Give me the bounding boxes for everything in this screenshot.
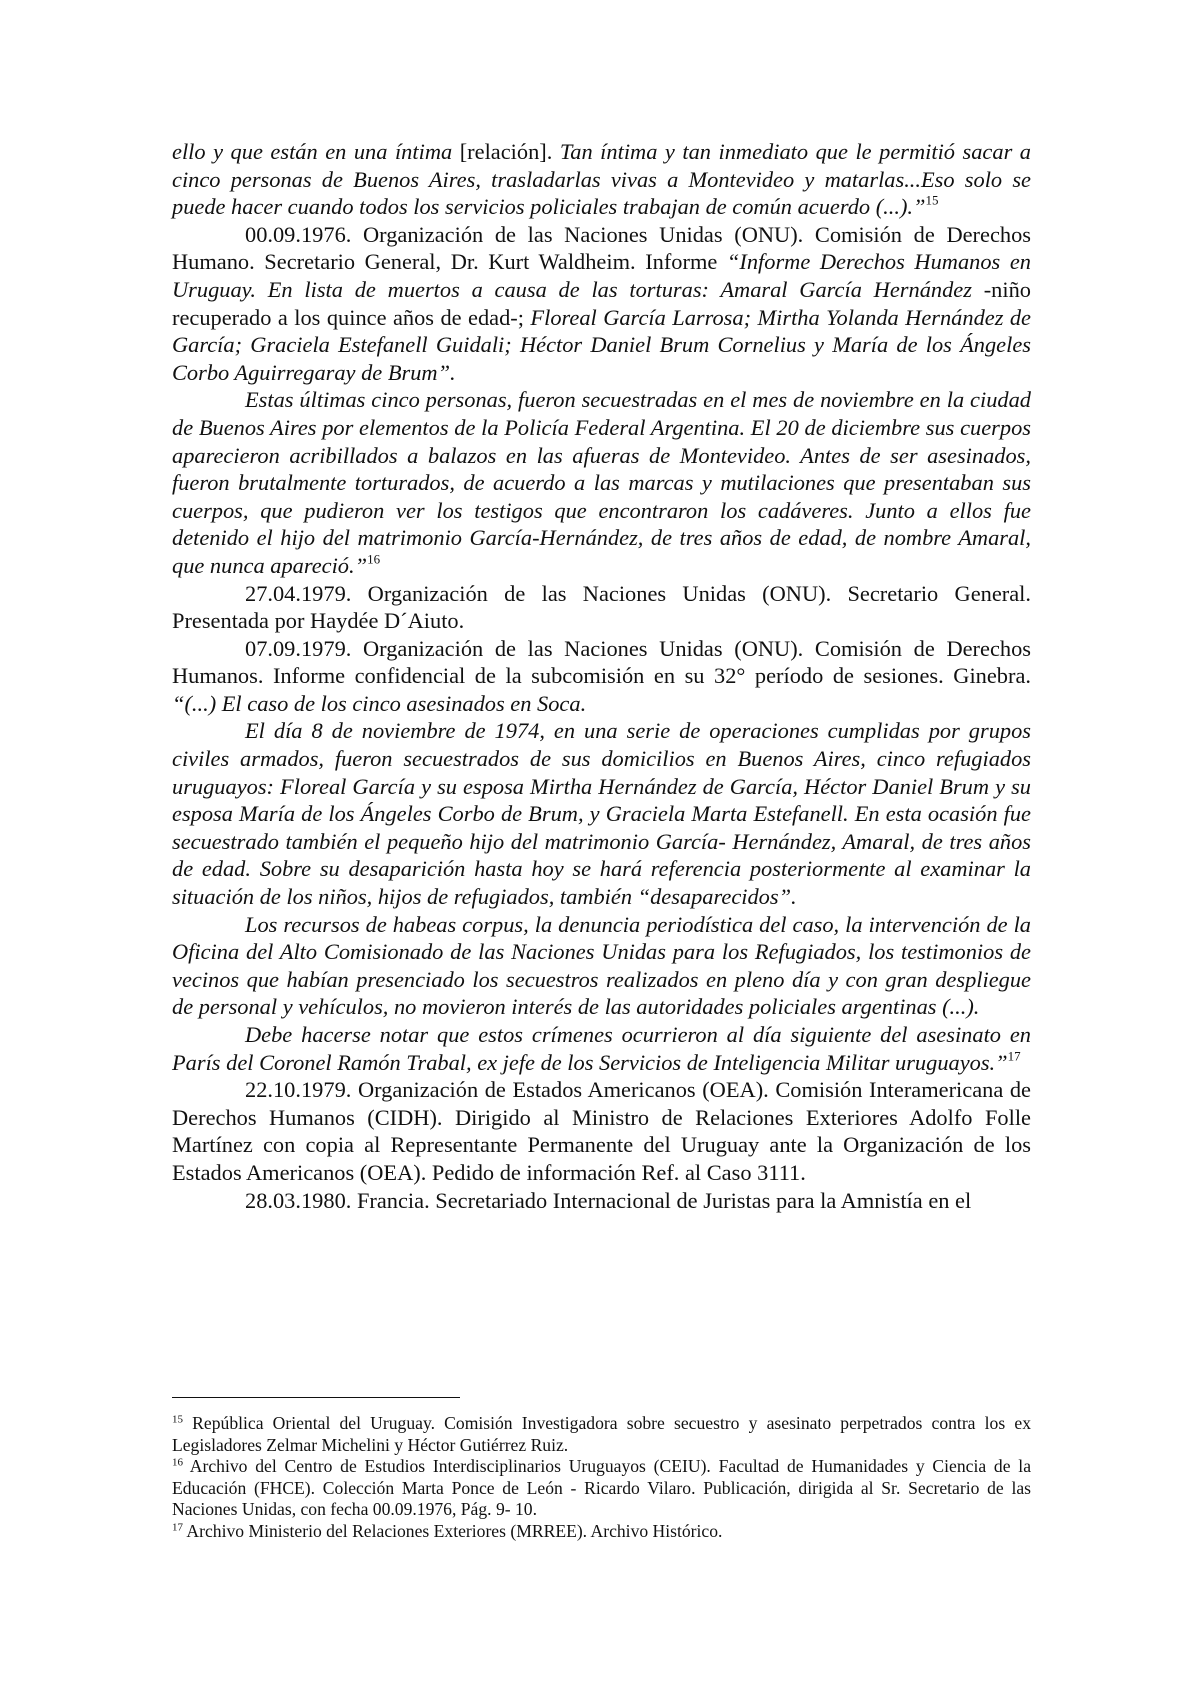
paragraph-4: 27.04.1979. Organización de las Naciones Unidas (ONU). Secretario General. Presentada por Haydée D´Aiuto. <box>172 580 1031 634</box>
footnote-number: 16 <box>172 1456 183 1469</box>
footnote-text: Archivo del Centro de Estudios Interdisciplinarios Uruguayos (CEIU). Facultad de Humanidades y Ciencia de la Educación (FHCE). Colección Marta Ponce de León - Ricardo Vilaro. Publicación, dirigida al Sr. Secretario de las Naciones Unidas, con fecha 00.09.1976, Pág. 9- 10. <box>172 1456 1031 1519</box>
quote-text: “Informe Derechos Humanos en Uruguay. En lista de muertos a causa de las torturas: Amaral García Hernández <box>172 249 1031 302</box>
paragraph-3 <box>172 386 1031 579</box>
entry-text: 07.09.1979. Organización de las Naciones Unidas (ONU). Comisión de Derechos Humanos. Informe confidencial de la subcomisión en su 32° período de sesiones. Ginebra. <box>172 635 1031 689</box>
footnote-text: República Oriental del Uruguay. Comisión Investigadora sobre secuestro y asesinato perpetrados contra los ex Legisladores Zelmar Michelini y Héctor Gutiérrez Ruiz. <box>172 1413 1031 1455</box>
quote-text: Estas últimas cinco personas, fueron secuestradas en el mes de noviembre en la ciudad de Buenos Aires por elementos de la Policía Federal Argentina. El 20 de diciembre sus cuerpos aparecieron acribillados a balazos en las afueras de Montevideo. Antes de ser asesinados, fueron brutalmente torturados, de acuerdo a las marcas y mutilaciones que presentaban sus cuerpos, que pudieron ver los testigos que encontraron los cadáveres. Junto a ellos fue detenido el hijo del matrimonio García-Hernández, de tres años de edad, de nombre Amaral, que nunca apareció.” <box>172 387 1031 578</box>
footnotes <box>172 1413 1031 1542</box>
quote-text: ello y que están en una íntima <box>172 139 460 164</box>
footnote-text: Archivo Ministerio del Relaciones Exteriores (MRREE). Archivo Histórico. <box>183 1520 723 1541</box>
footnote-ref-16[interactable]: 16 <box>367 551 381 567</box>
entry-text: -niño recuperado a los quince años de edad-; <box>172 276 1031 330</box>
paragraph-8 <box>172 1021 1031 1076</box>
quote-text: “(...) El caso de los cinco asesinados en Soca. <box>172 690 587 716</box>
quote-text: Tan íntima y tan inmediato que le permitió sacar a cinco personas de Buenos Aires, trasladarlas vivas a Montevideo y matarlas...Eso solo se puede hacer cuando todos los servicios policiales trabajan de común acuerdo (...).” <box>172 139 1032 220</box>
paragraph-5 <box>172 635 1031 718</box>
quote-text: Floreal García Larrosa; Mirtha Yolanda Hernández de García; Graciela Estefanell Guidali; Héctor Daniel Brum Cornelius y María de los Ángeles Corbo Aguirregaray de Brum”. <box>172 304 1031 385</box>
entry-text: 00.09.1976. Organización de las Naciones Unidas (ONU). Comisión de Derechos Humano. Secretario General, Dr. Kurt Waldheim. Informe <box>172 221 1031 275</box>
paragraph-9: 22.10.1979. Organización de Estados Americanos (OEA). Comisión Interamericana de Derechos Humanos (CIDH). Dirigido al Ministro de Relaciones Exteriores Adolfo Folle Martínez con copia al Representante Permanente del Uruguay ante la Organización de los Estados Americanos (OEA). Pedido de información Ref. al Caso 3111. <box>172 1077 1031 1185</box>
footnote-ref-15[interactable]: 15 <box>925 192 939 208</box>
footnote-16 <box>172 1456 1031 1521</box>
footnote-15 <box>172 1413 1031 1456</box>
footnote-number: 17 <box>172 1520 183 1533</box>
quote-text: Debe hacerse notar que estos crímenes ocurrieron al día siguiente del asesinato en París del Coronel Ramón Trabal, ex jefe de los Servicios de Inteligencia Militar uruguayos.” <box>172 1022 1031 1075</box>
paragraph-10: 28.03.1980. Francia. Secretariado Internacional de Juristas para la Amnistía en el <box>245 1187 972 1213</box>
quote-text: Los recursos de habeas corpus, la denuncia periodística del caso, la intervención de la Oficina del Alto Comisionado de las Naciones Unidas para los Refugiados, los testimonios de vecinos que habían presenciado los secuestros realizados en pleno día y con gran despliegue de personal y vehículos, no movieron interés de las autoridades policiales argentinas (...). <box>172 911 1031 1020</box>
footnote-number: 15 <box>172 1413 183 1426</box>
page-body <box>172 138 1031 1214</box>
editorial-insertion: [relación]. <box>459 139 553 164</box>
paragraph-1 <box>172 138 1031 221</box>
paragraph-6 <box>172 717 1031 910</box>
paragraph-2 <box>172 221 1031 387</box>
footnote-17 <box>172 1521 1031 1543</box>
quote-text: El día 8 de noviembre de 1974, en una serie de operaciones cumplidas por grupos civiles armados, fueron secuestrados de sus domicilios en Buenos Aires, cinco refugiados uruguayos: Floreal García y su esposa Mirtha Hernández de García, Héctor Daniel Brum y su esposa María de los Ángeles Corbo de Brum, y Graciela Marta Estefanell. En esta ocasión fue secuestrado también el pequeño hijo del matrimonio García- Hernández, Amaral, de tres años de edad. Sobre su desaparición hasta hoy se hará referencia posteriormente al examinar la situación de los niños, hijos de refugiados, también “desaparecidos”. <box>172 718 1031 910</box>
footnote-ref-17[interactable]: 17 <box>1007 1048 1021 1064</box>
paragraph-7 <box>172 911 1031 1021</box>
footnote-divider <box>172 1397 460 1398</box>
